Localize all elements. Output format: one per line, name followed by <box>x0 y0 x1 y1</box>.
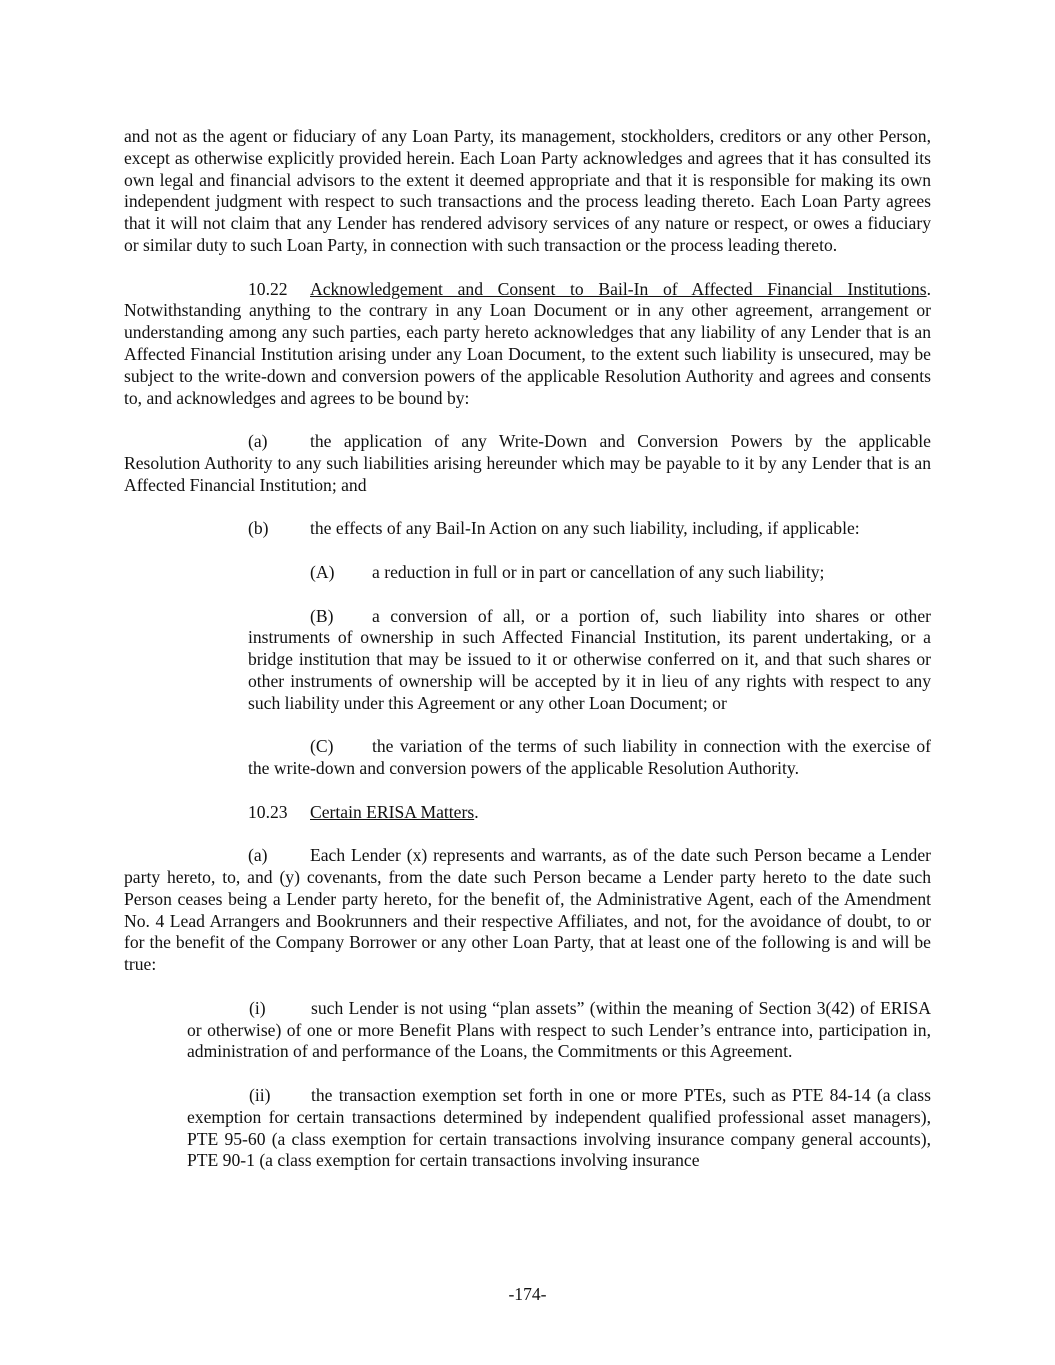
clause-text: the effects of any Bail-In Action on any such liability, including, if applicable: <box>310 518 860 539</box>
clause-text: the variation of the terms of such liability in connection with the exercise of the write-down and conversion powers of the applicable Resolution Authority. <box>248 736 931 779</box>
section-10-22 <box>124 279 931 410</box>
clause-label: (a) <box>248 845 268 866</box>
clause-text: a conversion of all, or a portion of, such liability into shares or other instruments of ownership in such Affected Financial Institution, its parent undertaking, or a bridge institution that may be issued to it or otherwise conferred on it, and that such shares or other instruments of ownership will be accepted by it in lieu of any rights with respect to any such liability under this Agreement or any other Loan Document; or <box>248 605 931 713</box>
clause-label: (C) <box>310 736 334 757</box>
clause-b <box>248 518 931 540</box>
clause-i <box>187 998 931 1063</box>
clause-label: (i) <box>249 997 266 1018</box>
clause-C <box>248 736 931 780</box>
clause-text: a reduction in full or in part or cancellation of any such liability; <box>372 561 825 582</box>
clause-label: (ii) <box>249 1085 271 1106</box>
page-number: -174- <box>508 1284 547 1304</box>
intro-paragraph: and not as the agent or fiduciary of any Loan Party, its management, stockholders, creditors or any other Person, except as otherwise explicitly provided herein. Each Loan Party acknowledges and agrees that it has consulted its own legal and financial advisors to the extent it deemed appropriate and that it is responsible for making its own independent judgment with respect to such transactions and the process leading thereto. Each Loan Party agrees that it will not claim that any Lender has rendered advisory services of any nature or respect, or owes a fiduciary or similar duty to such Loan Party, in connection with such transaction or the process leading thereto. <box>124 126 931 255</box>
clause-label: (a) <box>248 431 268 452</box>
clause-text: Each Lender (x) represents and warrants, as of the date such Person became a Lender party hereto, to, and (y) covenants, from the date such Person became a Lender party hereto to the date such Person ceases being a Lender party hereto, for the benefit of, the Administrative Agent, each of the Amendment No. 4 Lead Arrangers and Bookrunners and their respective Affiliates, and not, for the avoidance of doubt, to or for the benefit of the Company Borrower or any other Loan Party, that at least one of the following is and will be true: <box>124 845 931 975</box>
clause-label: (A) <box>310 561 335 582</box>
section-heading: Acknowledgement and Consent to Bail-In of Affected Financial Institutions <box>310 278 927 299</box>
clause-B <box>248 606 931 715</box>
document-page <box>124 126 931 1172</box>
clause-label: (B) <box>310 605 334 626</box>
heading-period: . <box>926 278 931 299</box>
clause-label: (b) <box>248 518 269 539</box>
clause-text: such Lender is not using “plan assets” (within the meaning of Section 3(42) of ERISA or otherwise) of one or more Benefit Plans with respect to such Lender’s entrance into, participation in, administration of and performance of the Loans, the Commitments or this Agreement. <box>187 997 931 1062</box>
section-number: 10.22 <box>248 278 288 299</box>
heading-period: . <box>474 801 479 822</box>
clause-text: the application of any Write-Down and Conversion Powers by the applicable Resolution Authority to any such liabilities arising hereunder which may be payable to it by any Lender that is an Affected Financial Institution; and <box>124 431 931 495</box>
section-10-23 <box>248 802 931 824</box>
section-number: 10.23 <box>248 801 288 822</box>
clause-a <box>124 431 931 496</box>
section-body: Notwithstanding anything to the contrary in any Loan Document or in any other agreement, arrangement or understanding among any such parties, each party hereto acknowledges that any liability of any Lender that is an Affected Financial Institution arising under any Loan Document, to the extent such liability is unsecured, may be subject to the write-down and conversion powers of the applicable Resolution Authority and agrees and consents to, and acknowledges and agrees to be bound by: <box>124 300 931 408</box>
section-heading: Certain ERISA Matters <box>310 801 475 822</box>
clause-10-23-a <box>124 845 931 976</box>
clause-ii <box>187 1085 931 1172</box>
clause-text: the transaction exemption set forth in one or more PTEs, such as PTE 84-14 (a class exemption for certain transactions determined by independent qualified professional asset managers), PTE 95-60 (a class exemption for certain transactions involving insurance company general accounts), PTE 90-1 (a class exemption for certain transactions involving insurance <box>187 1085 931 1171</box>
clause-A <box>248 562 931 584</box>
